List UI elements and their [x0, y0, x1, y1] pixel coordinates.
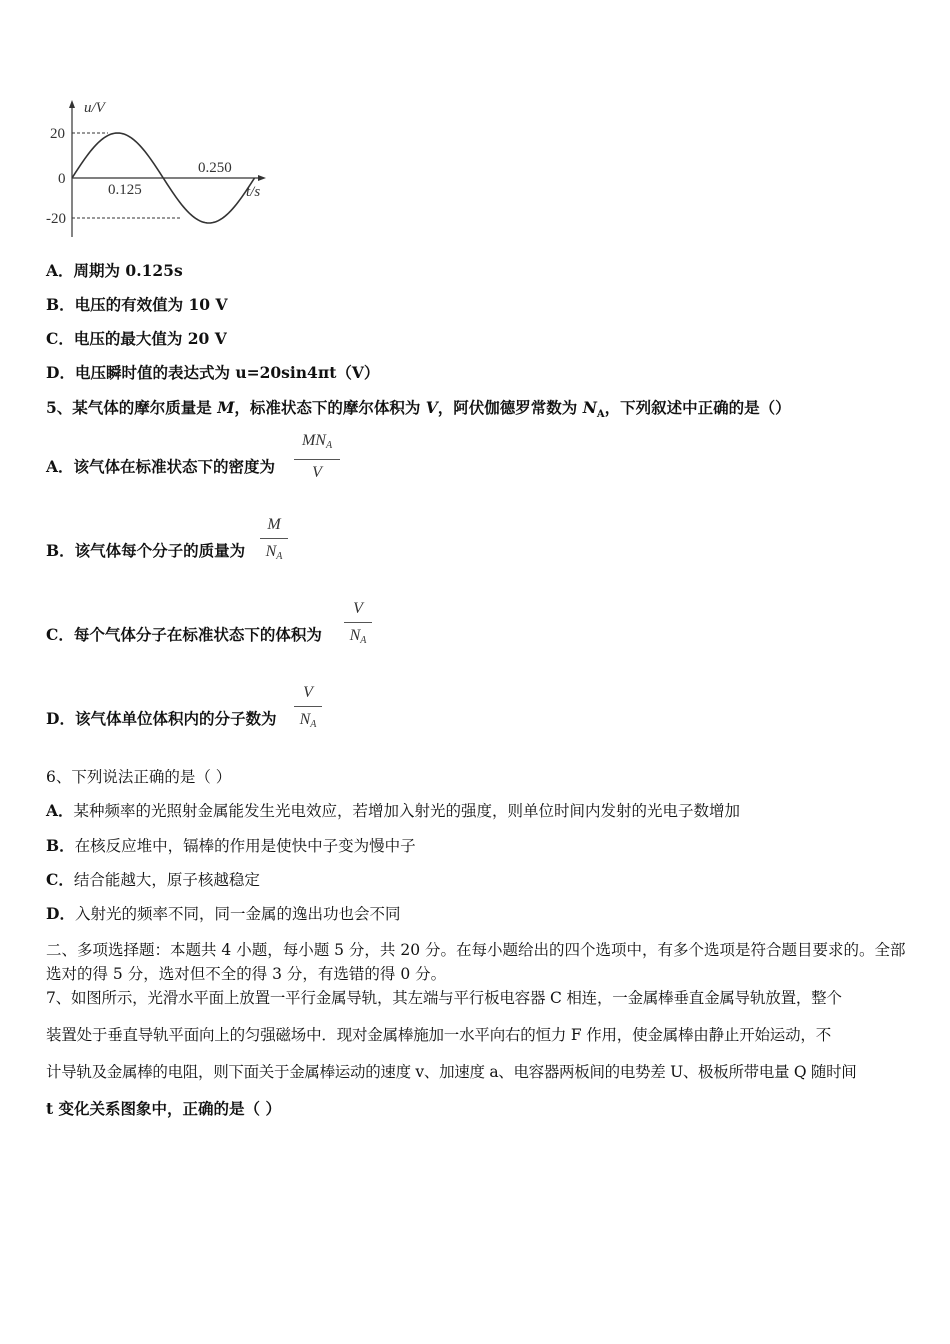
q4-option-a: A．周期为 0.125s	[46, 261, 183, 280]
section-heading-multiple-choice: 二、多项选择题：本题共 4 小题，每小题 5 分，共 20 分。在每小题给出的四个选项中，有多个选项是符合题目要求的。全部选对的得 5 分，选对但不全的得 3 分，有选错的得 0 分。	[46, 941, 906, 983]
y-max-label: 20	[50, 126, 65, 142]
q5-option-b-fraction: M $N_A$	[260, 514, 288, 568]
q5-option-d-fraction: V $N_A$	[294, 682, 322, 736]
q5-option-a: A．该气体在标准状态下的密度为	[46, 457, 276, 476]
voltage-time-graph	[40, 92, 280, 242]
y-axis-label: u/V	[84, 100, 105, 116]
q5-stem: 5、某气体的摩尔质量是 M，标准状态下的摩尔体积为 V，阿伏伽德罗常数为 $N_A$，下列叙述中正确的是（）	[46, 398, 791, 421]
q6-option-c: C．结合能越大，原子核越稳定	[46, 870, 260, 889]
q7-line-1: 7、如图所示，光滑水平面上放置一平行金属导轨，其左端与平行板电容器 C 相连，一金属棒垂直金属导轨放置，整个	[46, 989, 842, 1007]
q7-line-3: 计导轨及金属棒的电阻，则下面关于金属棒运动的速度 v、加速度 a、电容器两板间的电势差 U、极板所带电量 Q 随时间	[46, 1063, 857, 1081]
q4-option-c: C．电压的最大值为 20 V	[46, 329, 227, 348]
y-min-label: -20	[46, 211, 66, 227]
q4-option-d: D．电压瞬时值的表达式为 u=20sin4πt（V）	[46, 363, 380, 382]
x-tick-label-0.250: 0.250	[198, 160, 232, 176]
q6-option-a: A．某种频率的光照射金属能发生光电效应，若增加入射光的强度，则单位时间内发射的光电子数增加	[46, 801, 741, 820]
q6-stem: 6、下列说法正确的是（ ）	[46, 768, 232, 786]
x-axis-arrow	[258, 175, 266, 181]
q7-line-2: 装置处于垂直导轨平面向上的匀强磁场中．现对金属棒施加一水平向右的恒力 F 作用，使金属棒由静止开始运动，不	[46, 1026, 832, 1044]
q6-option-d: D．入射光的频率不同，同一金属的逸出功也会不同	[46, 904, 401, 923]
x-tick-label-0.125: 0.125	[108, 182, 142, 198]
q7-line-4: t 变化关系图象中，正确的是（ ）	[46, 1099, 281, 1118]
q5-option-d: D．该气体单位体积内的分子数为	[46, 709, 277, 728]
origin-label: 0	[58, 171, 66, 187]
q6-option-b: B．在核反应堆中，镉棒的作用是使快中子变为慢中子	[46, 836, 416, 855]
q5-option-c: C．每个气体分子在标准状态下的体积为	[46, 625, 322, 644]
q5-option-c-fraction: V $N_A$	[344, 598, 372, 652]
x-axis-label: t/s	[246, 184, 261, 200]
q5-option-a-fraction: $MN_A$ V	[294, 430, 340, 484]
q4-option-b: B．电压的有效值为 10 V	[46, 295, 228, 314]
q5-option-b: B．该气体每个分子的质量为	[46, 541, 246, 560]
y-axis-arrow	[69, 100, 75, 108]
